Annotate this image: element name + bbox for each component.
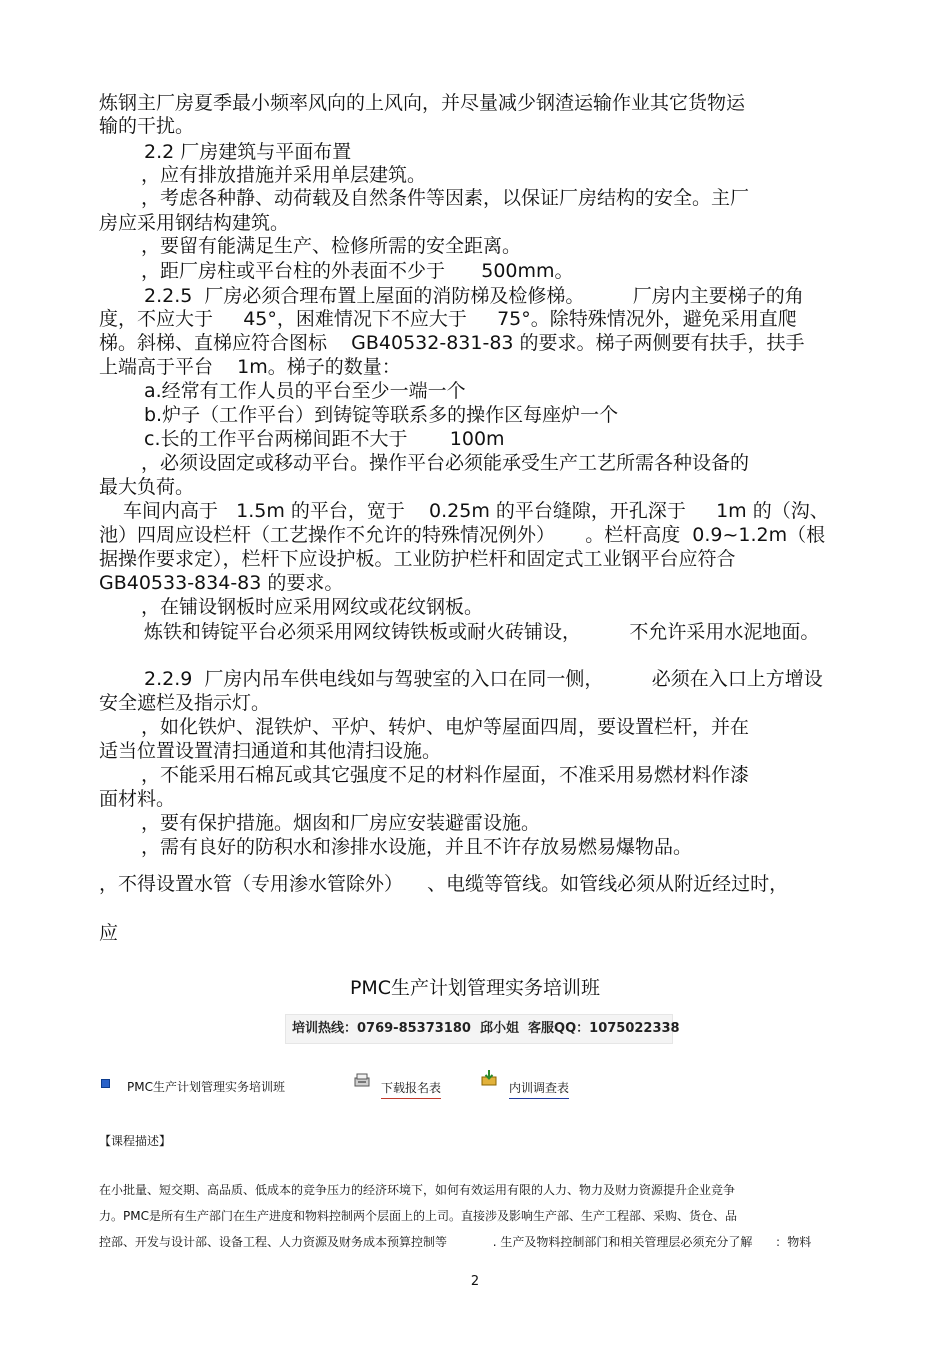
course-desc-heading: 【课程描述】: [99, 1134, 172, 1148]
body-line: 安全遮栏及指示灯。: [99, 692, 271, 714]
course-title: PMC生产计划管理实务培训班: [349, 977, 601, 999]
body-line: 度，不应大于 45°，困难情况下不应大于 75°。除特殊情况外，避免采用直爬: [99, 308, 797, 330]
course-name-label: PMC生产计划管理实务培训班: [127, 1080, 285, 1094]
body-line: 房应采用钢结构建筑。: [99, 212, 290, 234]
body-line: ，不能采用石棉瓦或其它强度不足的材料作屋面，不准采用易燃材料作漆: [141, 764, 750, 786]
body-line: ，要留有能满足生产、检修所需的安全距离。: [141, 235, 522, 257]
body-line: ，考虑各种静、动荷载及自然条件等因素，以保证厂房结构的安全。主厂: [141, 187, 750, 209]
course-desc-line: 控部、开发与设计部、设备工程、人力资源及财务成本预算控制等 . 生产及物料控制部门和相关管理层必须充分了解 ：物料: [99, 1235, 812, 1249]
download-icon[interactable]: [353, 1071, 371, 1089]
body-line: ，在铺设钢板时应采用网纹或花纹钢板。: [141, 596, 484, 618]
body-line: 最大负荷。: [99, 476, 195, 498]
body-line: ，应有排放措施并采用单层建筑。: [141, 164, 427, 186]
section-heading: 2.2 厂房建筑与平面布置: [144, 141, 352, 163]
body-line: ，距厂房柱或平台柱的外表面不少于 500mm。: [141, 260, 574, 282]
body-line: 2.2.5 厂房必须合理布置上屋面的消防梯及检修梯。 厂房内主要梯子的角: [144, 285, 804, 307]
list-item: c.长的工作平台两梯间距不大于 100m: [144, 428, 505, 450]
body-line: 应: [99, 922, 119, 944]
body-line: 炼钢主厂房夏季最小频率风向的上风向，并尽量减少钢渣运输作业其它货物运: [99, 92, 746, 114]
survey-icon[interactable]: [480, 1069, 498, 1087]
download-form-link[interactable]: 下载报名表: [381, 1079, 441, 1099]
body-line: 上端高于平台 1m。梯子的数量：: [99, 356, 401, 378]
list-item: b.炉子（工作平台）到铸锭等联系多的操作区每座炉一个: [144, 404, 619, 426]
body-line: 适当位置设置清扫通道和其他清扫设施。: [99, 740, 442, 762]
body-line: 面材料。: [99, 788, 176, 810]
body-line: ，要有保护措施。烟囱和厂房应安装避雷设施。: [141, 812, 541, 834]
bullet-icon: [101, 1079, 110, 1088]
body-line: 梯。斜梯、直梯应符合图标 GB40532-831-83 的要求。梯子两侧要有扶手，扶手: [99, 332, 805, 354]
body-line: 车间内高于 1.5m 的平台，宽于 0.25m 的平台缝隙，开孔深于 1m 的（沟、: [123, 500, 829, 522]
body-line: ，如化铁炉、混铁炉、平炉、转炉、电炉等屋面四周，要设置栏杆，并在: [141, 716, 750, 738]
list-item: a.经常有工作人员的平台至少一端一个: [144, 380, 466, 402]
course-desc-line: 力。PMC是所有生产部门在生产进度和物料控制两个层面上的上司。直接涉及影响生产部、生产工程部、采购、货仓、品: [99, 1209, 737, 1223]
body-line: ，必须设固定或移动平台。操作平台必须能承受生产工艺所需各种设备的: [141, 452, 750, 474]
body-line: 2.2.9 厂房内吊车供电线如与驾驶室的入口在同一侧， 必须在入口上方增设: [144, 668, 823, 690]
body-line: 池）四周应设栏杆（工艺操作不允许的特殊情况例外） 。栏杆高度 0.9~1.2m（根: [99, 524, 826, 546]
hotline-banner: 培训热线：0769-85373180 邱小姐 客服QQ：1075022338: [285, 1014, 673, 1044]
body-line: 炼铁和铸锭平台必须采用网纹铸铁板或耐火砖铺设， 不允许采用水泥地面。: [144, 621, 820, 643]
course-desc-line: 在小批量、短交期、高品质、低成本的竞争压力的经济环境下，如何有效运用有限的人力、物力及财力资源提升企业竞争: [99, 1183, 736, 1197]
body-line: 据操作要求定），栏杆下应设护板。工业防护栏杆和固定式工业钢平台应符合: [99, 548, 736, 570]
page-number: 2: [470, 1274, 480, 1289]
body-line: ，需有良好的防积水和渗排水设施，并且不许存放易燃易爆物品。: [141, 836, 693, 858]
body-line: GB40533-834-83 的要求。: [99, 572, 344, 594]
body-line: ，不得设置水管（专用渗水管除外） 、电缆等管线。如管线必须从附近经过时，: [99, 873, 789, 895]
survey-link[interactable]: 内训调查表: [509, 1079, 569, 1099]
body-line: 输的干扰。: [99, 115, 195, 137]
